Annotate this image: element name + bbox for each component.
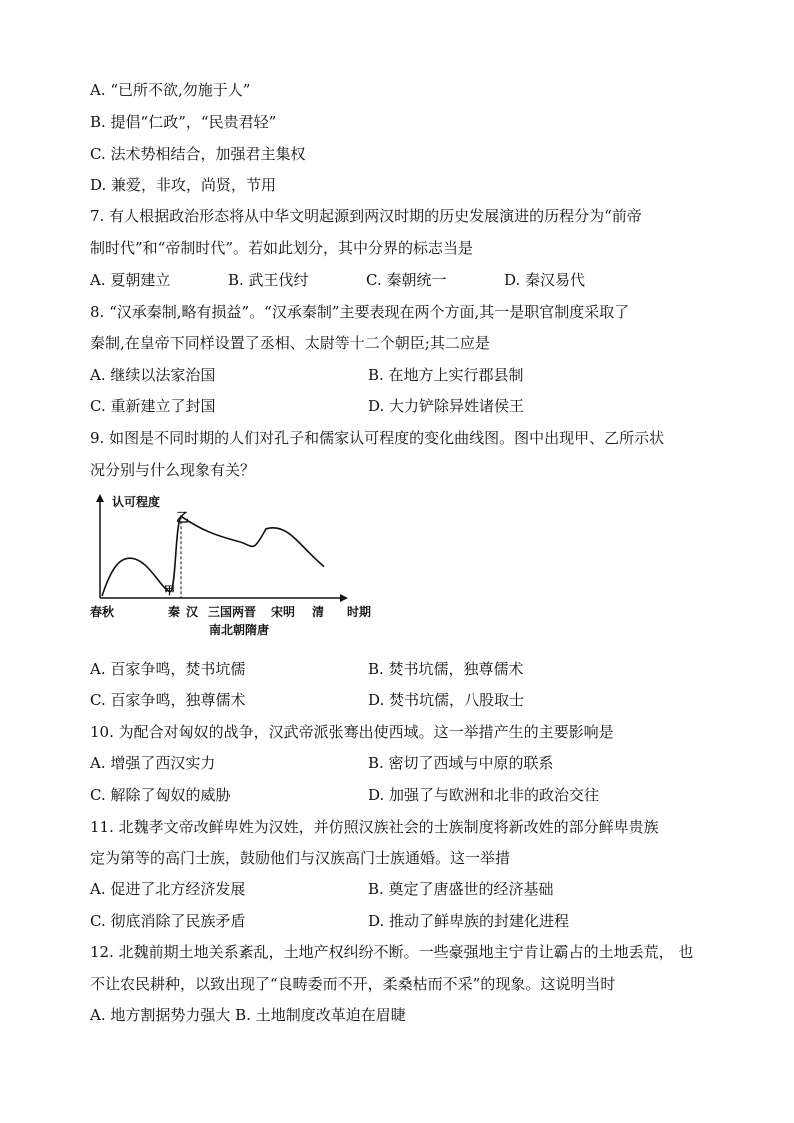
q6-option-c: C. 法术势相结合，加强君主集权 xyxy=(90,145,306,163)
q11-option-c: C. 彻底消除了民族矛盾 xyxy=(90,912,246,930)
approval-curve-chart xyxy=(88,490,388,645)
x-tick-label: 三国两晋 xyxy=(208,605,257,619)
q12-stem-line1: 12. 北魏前期土地关系紊乱，土地产权纠纷不断。一些豪强地主宁肯让霸占的土地丢荒， 也 xyxy=(90,943,694,961)
y-axis-label: 认可程度 xyxy=(112,495,161,509)
q8-stem-line1: 8. “汉承秦制,略有损益”。“汉承秦制”主要表现在两个方面,其一是职官制度采取了 xyxy=(90,303,630,321)
q11-stem-line1: 11. 北魏孝文帝改鲜卑姓为汉姓，并仿照汉族社会的士族制度将新改姓的部分鲜卑贵族 xyxy=(90,818,659,836)
q6-option-d: D. 兼爱，非攻，尚贤，节用 xyxy=(90,176,277,194)
q12-stem-line2: 不让农民耕种，以致出现了“良畴委而不开，柔桑枯而不采”的现象。这说明当时 xyxy=(90,975,616,993)
q9-option-c: C. 百家争鸣，独尊儒术 xyxy=(90,691,246,709)
q8-option-c: C. 重新建立了封国 xyxy=(90,397,216,415)
annotation-yi: 乙 xyxy=(176,511,190,526)
q8-stem-line2: 秦制,在皇帝下同样设置了丞相、太尉等十二个朝臣;其二应是 xyxy=(90,334,490,352)
x-tick-label: 春秋 xyxy=(90,605,115,619)
q10-option-a: A. 增强了西汉实力 xyxy=(90,754,216,772)
q9-stem-line1: 9. 如图是不同时期的人们对孔子和儒家认可程度的变化曲线图。图中出现甲、乙所示状 xyxy=(90,429,665,447)
q10-stem: 10. 为配合对匈奴的战争，汉武帝派张骞出使西域。这一举措产生的主要影响是 xyxy=(90,723,614,741)
x-axis-label: 时期 xyxy=(347,605,372,619)
x-tick-label: 秦 xyxy=(168,605,181,619)
q11-option-d: D. 推动了鲜卑族的封建化进程 xyxy=(368,912,570,930)
series-line xyxy=(102,516,324,596)
q7-option-a: A. 夏朝建立 xyxy=(90,271,171,289)
q6-option-b: B. 提倡“仁政”，“民贵君轻” xyxy=(90,113,277,131)
q10-option-c: C. 解除了匈奴的威胁 xyxy=(90,786,231,804)
q9-option-b: B. 焚书坑儒，独尊儒术 xyxy=(368,660,524,678)
x-tick-sublabel: 南北朝隋唐 xyxy=(209,623,270,637)
q10-option-d: D. 加强了与欧洲和北非的政治交往 xyxy=(368,786,600,804)
q9-stem-line2: 况分别与什么现象有关？ xyxy=(90,461,256,479)
y-axis-arrow xyxy=(96,494,104,502)
q8-option-b: B. 在地方上实行郡县制 xyxy=(368,366,524,384)
q7-option-b: B. 武王伐纣 xyxy=(228,271,309,289)
x-tick-label: 汉 xyxy=(186,605,199,619)
q9-option-d: D. 焚书坑儒，八股取士 xyxy=(368,691,525,709)
q10-option-b: B. 密切了西域与中原的联系 xyxy=(368,754,554,772)
q11-stem-line2: 定为第等的高门士族，鼓励他们与汉族高门士族通婚。这一举措 xyxy=(90,849,511,867)
q7-stem-line1: 7. 有人根据政治形态将从中华文明起源到两汉时期的历史发展演进的历程分为“前帝 xyxy=(90,207,642,225)
q12-options-ab: A. 地方割据势力强大 B. 土地制度改革迫在眉睫 xyxy=(90,1006,406,1024)
q11-option-b: B. 奠定了唐盛世的经济基础 xyxy=(368,880,554,898)
q6-option-a: A. “已所不欲,勿施于人” xyxy=(90,81,251,99)
x-tick-label: 宋明 xyxy=(271,605,296,619)
q11-option-a: A. 促进了北方经济发展 xyxy=(90,880,246,898)
q8-option-d: D. 大力铲除异姓诸侯王 xyxy=(368,397,525,415)
x-axis-arrow xyxy=(340,594,348,602)
q7-stem-line2: 制时代”和“帝制时代”。若如此划分，其中分界的标志当是 xyxy=(90,239,474,257)
annotation-jia: 甲 xyxy=(164,584,175,597)
q8-option-a: A. 继续以法家治国 xyxy=(90,366,216,384)
q7-option-c: C. 秦朝统一 xyxy=(366,271,447,289)
x-tick-label: 清 xyxy=(312,605,325,619)
q9-option-a: A. 百家争鸣，焚书坑儒 xyxy=(90,660,246,678)
q7-option-d: D. 秦汉易代 xyxy=(504,271,586,289)
q7-options-row xyxy=(90,270,585,290)
